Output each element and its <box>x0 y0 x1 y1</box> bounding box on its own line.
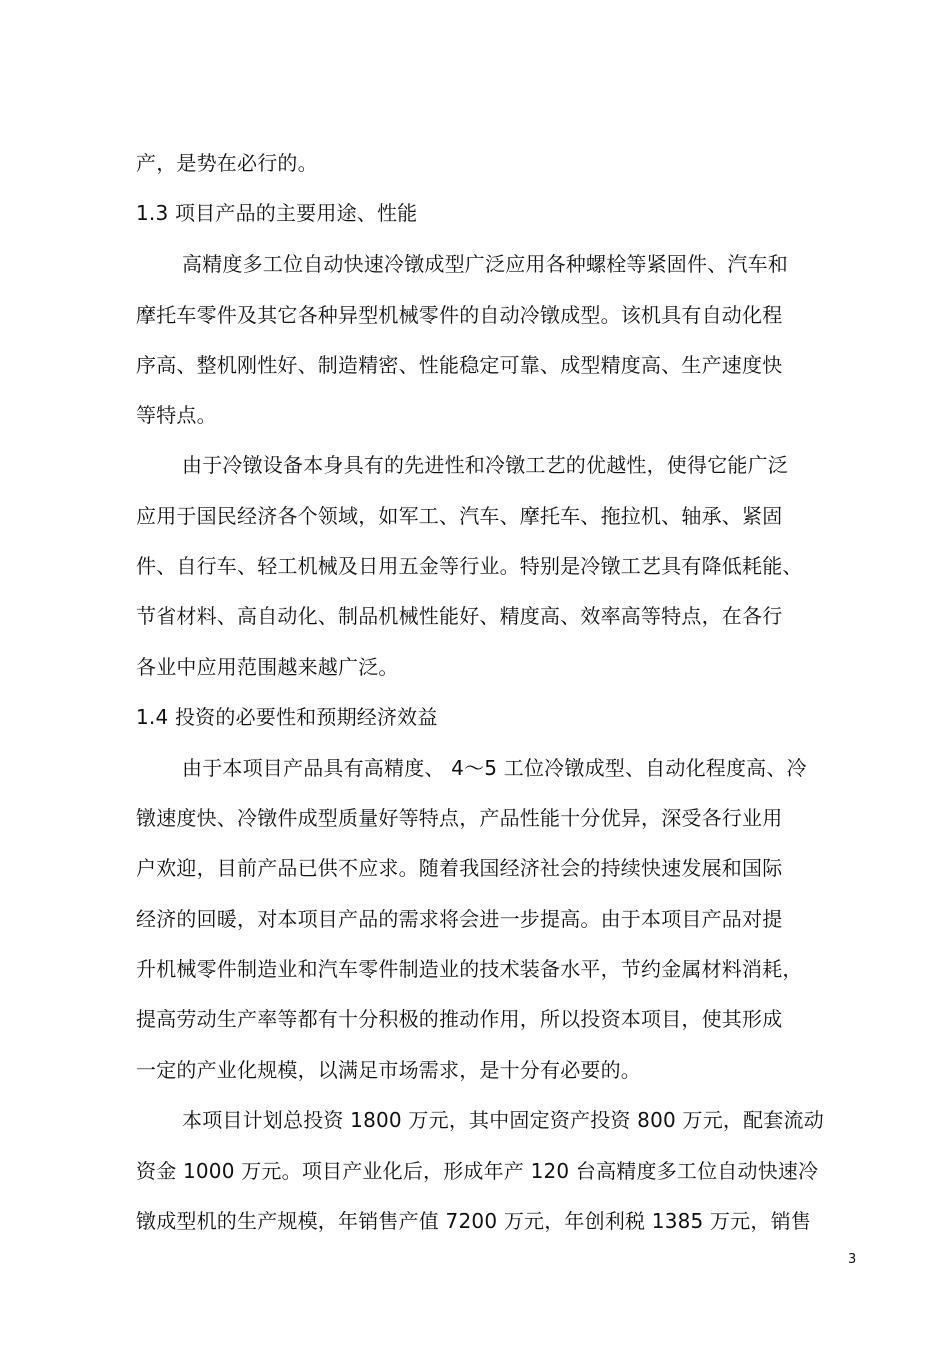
text-line: 等特点。 <box>136 403 217 427</box>
text-line: 一定的产业化规模，以满足市场需求，是十分有必要的。 <box>136 1058 641 1082</box>
section-heading-1-3: 1.3 项目产品的主要用途、性能 <box>136 201 418 225</box>
text-line: 由于冷镦设备本身具有的先进性和冷镦工艺的优越性，使得它能广泛 <box>182 453 788 477</box>
text-line: 升机械零件制造业和汽车零件制造业的技术装备水平，节约金属材料消耗， <box>136 957 803 981</box>
text-line: 资金 1000 万元。项目产业化后，形成年产 120 台高精度多工位自动快速冷 <box>136 1159 819 1183</box>
text-line: 经济的回暖，对本项目产品的需求将会进一步提高。由于本项目产品对提 <box>136 907 783 931</box>
text-line: 由于本项目产品具有高精度、 4～5 工位冷镦成型、自动化程度高、冷 <box>182 756 807 780</box>
text-line: 各业中应用范围越来越广泛。 <box>136 655 399 679</box>
text-line: 户欢迎，目前产品已供不应求。随着我国经济社会的持续快速发展和国际 <box>136 856 783 880</box>
page-number: 3 <box>848 1252 857 1267</box>
section-heading-1-4: 1.4 投资的必要性和预期经济效益 <box>136 705 438 729</box>
text-line: 镦成型机的生产规模，年销售产值 7200 万元，年创利税 1385 万元，销售 <box>136 1209 812 1233</box>
text-line: 镦速度快、冷镦件成型质量好等特点，产品性能十分优异，深受各行业用 <box>136 806 783 830</box>
text-line: 提高劳动生产率等都有十分积极的推动作用，所以投资本项目，使其形成 <box>136 1007 783 1031</box>
text-line: 本项目计划总投资 1800 万元，其中固定资产投资 800 万元，配套流动 <box>182 1108 824 1132</box>
text-line: 节省材料、高自动化、制品机械性能好、精度高、效率高等特点，在各行 <box>136 604 783 628</box>
text-line: 摩托车零件及其它各种异型机械零件的自动冷镦成型。该机具有自动化程 <box>136 303 783 327</box>
text-line: 应用于国民经济各个领域，如军工、汽车、摩托车、拖拉机、轴承、紧固 <box>136 504 783 528</box>
text-line: 序高、整机刚性好、制造精密、性能稳定可靠、成型精度高、生产速度快 <box>136 353 783 377</box>
text-line: 件、自行车、轻工机械及日用五金等行业。特别是冷镦工艺具有降低耗能、 <box>136 554 803 578</box>
text-line: 产，是势在必行的。 <box>136 151 318 175</box>
text-line: 高精度多工位自动快速冷镦成型广泛应用各种螺栓等紧固件、汽车和 <box>182 252 788 276</box>
